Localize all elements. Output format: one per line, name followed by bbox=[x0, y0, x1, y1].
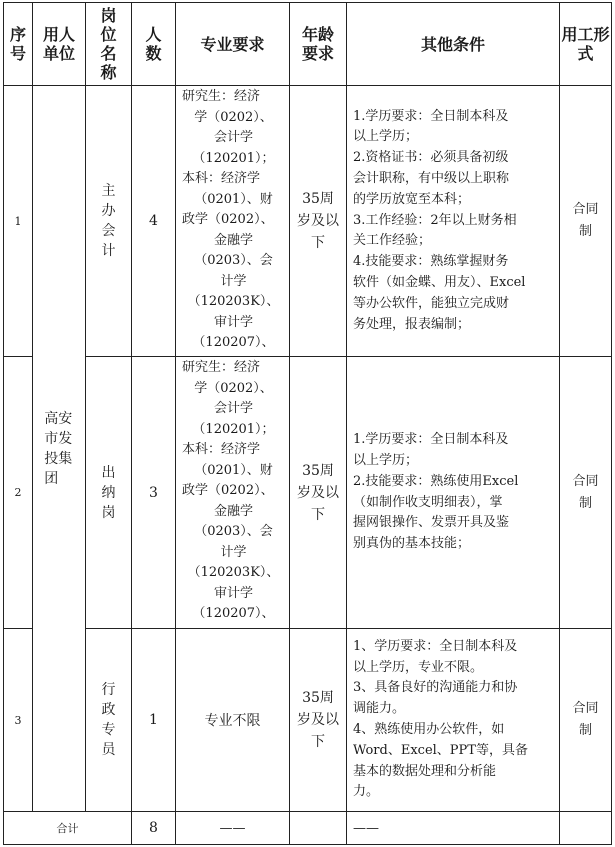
headcount: 1 bbox=[132, 629, 176, 812]
header-major: 专业要求 bbox=[176, 3, 290, 86]
header-post: 岗位名称 bbox=[86, 3, 132, 86]
total-age-empty bbox=[290, 812, 347, 845]
total-major-dash: —— bbox=[176, 812, 290, 845]
recruitment-table bbox=[3, 2, 612, 845]
post-cell bbox=[86, 357, 132, 629]
header-count: 人数 bbox=[132, 3, 176, 86]
headcount: 4 bbox=[132, 86, 176, 357]
employment-type: 合同制 bbox=[572, 473, 599, 511]
headcount: 3 bbox=[132, 357, 176, 629]
conditions-cell bbox=[347, 629, 560, 812]
major-text: 研究生：经济 学（0202）、 会计学 （120201）； 本科：经济学 （0201）、财 政学（0202）、 金融学 （0203）、会 计学 （120203K）、 审计学 （120207）、 bbox=[182, 89, 280, 350]
total-count: 8 bbox=[132, 812, 176, 845]
conditions-text: 1.学历要求：全日制本科及 以上学历； 2.资格证书：必须具备初级 会计职称，有中级以上职称 的学历放宽至本科； 3.工作经验：2年以上财务相 关工作经验； 4.技能要求：熟练掌握财务 软件（如金蝶、用友）、Excel 等办公软件，能独立完成财 务处理，报表编制； bbox=[353, 108, 526, 332]
header-employment: 用工形式 bbox=[560, 3, 612, 86]
major-cell bbox=[176, 86, 290, 357]
post-name: 出纳岗 bbox=[101, 464, 116, 521]
unit-cell bbox=[33, 86, 86, 812]
post-name: 行政专员 bbox=[101, 682, 116, 758]
major-cell bbox=[176, 629, 290, 812]
employment-type: 合同制 bbox=[572, 701, 599, 738]
header-seq: 序号 bbox=[4, 3, 33, 86]
conditions-text: 1.学历要求：全日制本科及 以上学历； 2.技能要求：熟练使用Excel （如制作收支明细表），掌 握网银操作、发票开具及鉴 别真伪的基本技能； bbox=[353, 432, 519, 552]
table-row bbox=[4, 357, 612, 629]
post-name: 主办会计 bbox=[101, 183, 116, 259]
header-row bbox=[4, 3, 612, 86]
employment-cell bbox=[560, 357, 612, 629]
conditions-text: 1、学历要求：全日制本科及 以上学历，专业不限。 3、具备良好的沟通能力和协 调能力。 4、熟练使用办公软件，如 Word、Excel、PPT等，具备 基本的数据处理和分析能 力。 bbox=[353, 638, 528, 800]
age-cell bbox=[290, 629, 347, 812]
header-age: 年龄要求 bbox=[290, 3, 347, 86]
total-label: 合计 bbox=[4, 812, 132, 845]
table-row bbox=[4, 86, 612, 357]
employment-cell bbox=[560, 629, 612, 812]
major-text: 研究生：经济 学（0202）、 会计学 （120201）； 本科：经济学 （0201）、财 政学（0202）、 金融学 （0203）、会 计学 （120203K）、 审计学 （120207）、 bbox=[182, 360, 280, 621]
conditions-cell bbox=[347, 357, 560, 629]
total-employment-empty bbox=[560, 812, 612, 845]
post-cell bbox=[86, 629, 132, 812]
major-text: 专业不限 bbox=[204, 713, 261, 729]
age-cell bbox=[290, 357, 347, 629]
total-conditions-dash: —— bbox=[347, 812, 560, 845]
age-requirement: 35周岁及以下 bbox=[296, 191, 339, 251]
age-requirement: 35周岁及以下 bbox=[296, 690, 339, 750]
employment-cell bbox=[560, 86, 612, 357]
table-row bbox=[4, 629, 612, 812]
unit-name: 高安市发投集团 bbox=[44, 410, 73, 487]
employment-type: 合同制 bbox=[572, 202, 599, 239]
header-unit: 用人单位 bbox=[33, 3, 86, 86]
conditions-cell bbox=[347, 86, 560, 357]
row-seq: 3 bbox=[4, 629, 33, 812]
post-cell bbox=[86, 86, 132, 357]
age-requirement: 35周岁及以下 bbox=[296, 462, 339, 523]
row-seq: 2 bbox=[4, 357, 33, 629]
total-row bbox=[4, 812, 612, 845]
row-seq: 1 bbox=[4, 86, 33, 357]
age-cell bbox=[290, 86, 347, 357]
major-cell bbox=[176, 357, 290, 629]
header-conditions: 其他条件 bbox=[347, 3, 560, 86]
